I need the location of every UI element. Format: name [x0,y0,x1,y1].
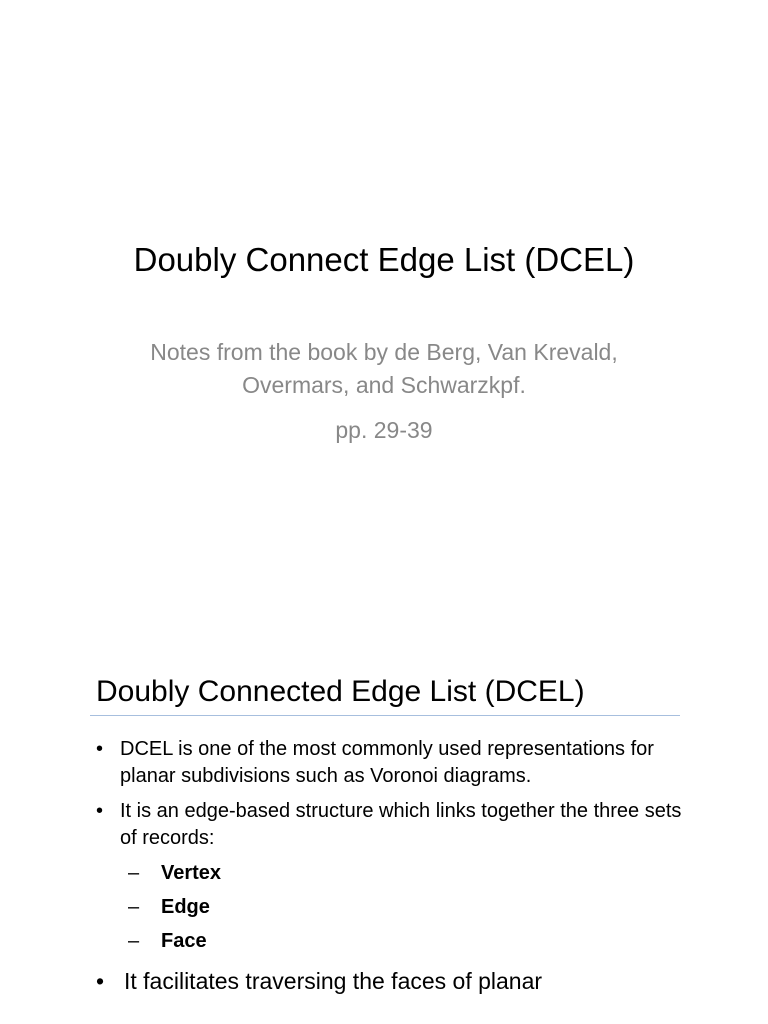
content-slide-title: Doubly Connected Edge List (DCEL) [96,675,585,708]
sub-item-label: Face [161,930,207,952]
slide-subtitle: Notes from the book by de Berg, Van Krevald, Overmars, and Schwarzkpf. [150,339,618,398]
bullet-icon: • [96,738,104,760]
bullet-text: DCEL is one of the most commonly used representations for planar subdivisions such as Voronoi diagrams. [120,738,654,787]
sub-item-label: Vertex [161,862,222,884]
sub-item-label: Edge [161,896,210,918]
dash-icon: – [128,896,140,918]
sub-item-face [128,924,686,958]
content-slide [0,576,768,1024]
dash-icon: – [128,930,140,952]
bullet-icon: • [96,800,104,822]
record-types-list [120,856,686,958]
title-underline [90,715,680,716]
bullet-text: It is an edge-based structure which links together the three sets of records: [120,800,682,849]
page-reference: pp. 29-39 [335,417,433,443]
bullet-item [96,736,686,790]
slide-title: Doubly Connect Edge List (DCEL) [133,241,635,278]
bullet-icon: • [96,968,105,994]
sub-item-edge [128,890,686,924]
bullet-text: It facilitates traversing the faces of planar [124,968,543,994]
sub-item-vertex [128,856,686,890]
bullet-item [96,798,686,958]
dash-icon: – [128,862,140,884]
bullet-list [96,736,686,1004]
bullet-item [96,966,686,996]
